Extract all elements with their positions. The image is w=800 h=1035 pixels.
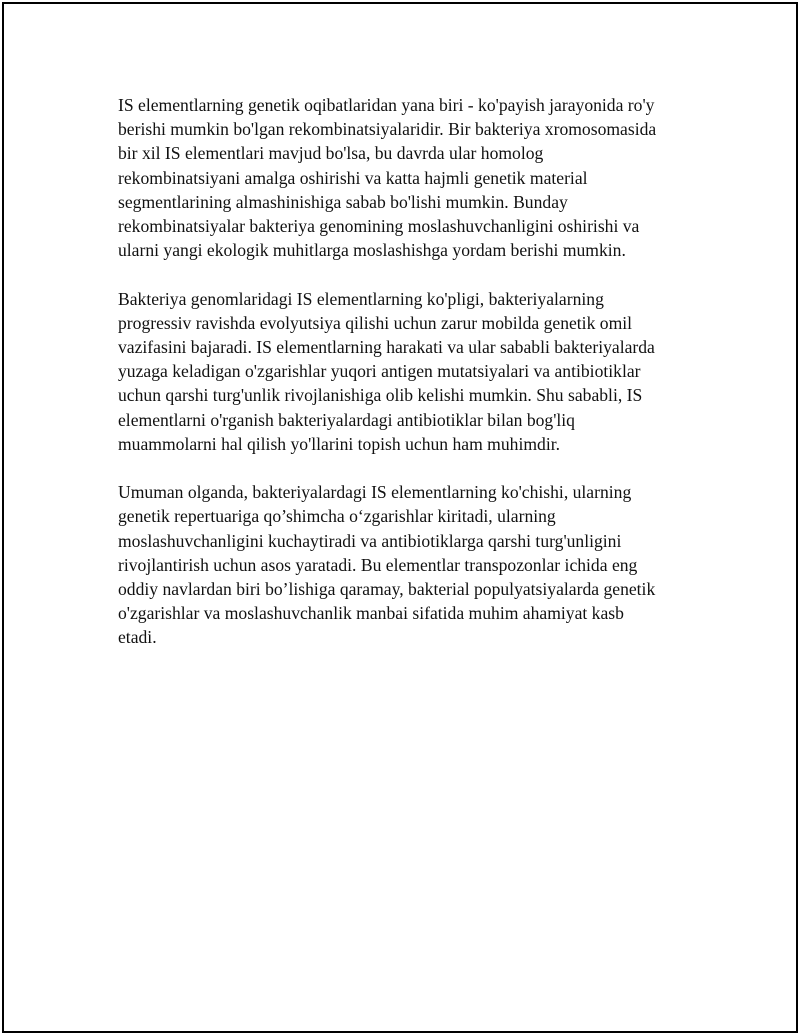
text-line: progressiv ravishda evolyutsiya qilishi uchun zarur mobilda genetik omil xyxy=(118,312,633,333)
text-line: moslashuvchanligini kuchaytiradi va antibiotiklarga qarshi turg'unligini xyxy=(118,530,622,551)
text-line: rivojlantirish uchun asos yaratadi. Bu elementlar transpozonlar ichida eng xyxy=(118,554,638,575)
paragraph-recombination xyxy=(118,93,688,262)
text-line: Umuman olganda, bakteriyalardagi IS elementlarning ko'chishi, ularning xyxy=(118,482,632,503)
text-line: Bakteriya genomlaridagi IS elementlarning ko'pligi, bakteriyalarning xyxy=(118,288,604,309)
text-line: IS elementlarning genetik oqibatlaridan yana biri - ko'payish jarayonida ro'y xyxy=(118,95,655,115)
text-line: rekombinatsiyani amalga oshirishi va katta hajmli genetik material xyxy=(118,167,588,188)
text-line: rekombinatsiyalar bakteriya genomining moslashuvchanligini oshirishi va xyxy=(118,216,640,237)
text-line: o'zgarishlar va moslashuvchanlik manbai sifatida muhim ahamiyat kasb xyxy=(118,603,624,624)
document-body xyxy=(118,93,688,674)
text-line: elementlarni o'rganish bakteriyalardagi antibiotiklar bilan bog'liq xyxy=(118,409,575,430)
text-line: berishi mumkin bo'lgan rekombinatsiyalaridir. Bir bakteriya xromosomasida xyxy=(118,119,657,140)
text-line: muammolarni hal qilish yo'llarini topish uchun ham muhimdir. xyxy=(118,433,560,454)
text-line: uchun qarshi turg'unlik rivojlanishiga olib kelishi mumkin. Shu sababli, IS xyxy=(118,385,643,406)
text-line: bir xil IS elementlari mavjud bo'lsa, bu davrda ular homolog xyxy=(118,143,544,164)
paragraph-evolution xyxy=(118,287,688,456)
text-line: yuzaga keladigan o'zgarishlar yuqori antigen mutatsiyalari va antibiotiklar xyxy=(118,361,641,382)
text-line: segmentlarining almashinishiga sabab bo'lishi mumkin. Bunday xyxy=(118,191,568,212)
paragraph-conclusion xyxy=(118,480,688,649)
text-line: vazifasini bajaradi. IS elementlarning harakati va ular sababli bakteriyalarda xyxy=(118,337,655,358)
text-line: ularni yangi ekologik muhitlarga moslashishga yordam berishi mumkin. xyxy=(118,240,626,261)
text-line: genetik repertuariga qo’shimcha o‘zgarishlar kiritadi, ularning xyxy=(118,506,556,527)
text-line: oddiy navlardan biri bo’lishiga qaramay, bakterial populyatsiyalarda genetik xyxy=(118,579,656,600)
text-line: etadi. xyxy=(118,627,157,648)
